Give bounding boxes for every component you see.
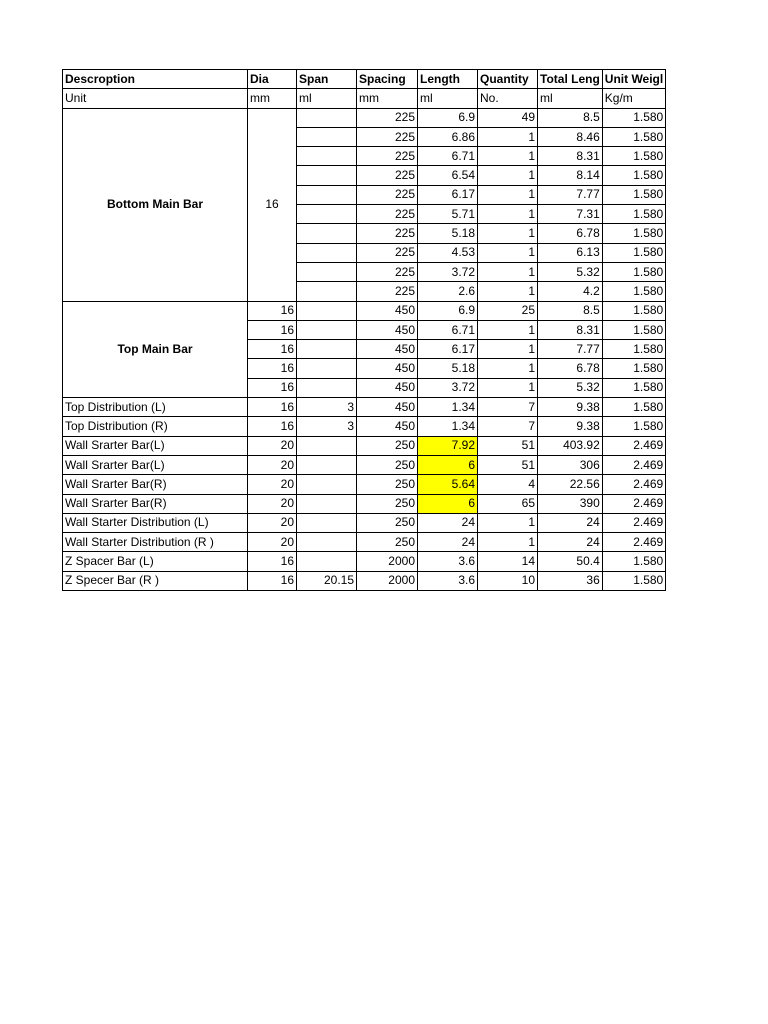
unit-weight-cell[interactable]: 1.580 (602, 320, 665, 339)
total-length-cell[interactable]: 306 (538, 455, 603, 474)
description-cell[interactable]: Top Distribution (L) (63, 398, 248, 417)
dia-cell[interactable]: 16 (248, 571, 297, 590)
span-cell[interactable] (297, 340, 357, 359)
spacing-cell[interactable]: 450 (357, 301, 418, 320)
quantity-cell[interactable]: 7 (478, 398, 538, 417)
total-length-cell[interactable]: 8.5 (538, 108, 603, 127)
spacing-cell[interactable]: 225 (357, 185, 418, 204)
span-cell[interactable] (297, 359, 357, 378)
header-dia[interactable]: Dia (248, 70, 297, 89)
quantity-cell[interactable]: 1 (478, 224, 538, 243)
unit-weight-cell[interactable]: 1.580 (602, 359, 665, 378)
dia-cell[interactable]: 20 (248, 494, 297, 513)
span-cell[interactable] (297, 243, 357, 262)
span-cell[interactable] (297, 282, 357, 301)
unit-weight-cell[interactable]: 1.580 (602, 398, 665, 417)
unit-weight-cell[interactable]: 2.469 (602, 513, 665, 532)
unit-weight-cell[interactable]: 1.580 (602, 417, 665, 436)
dia-cell[interactable]: 16 (248, 340, 297, 359)
total-length-cell[interactable]: 6.78 (538, 359, 603, 378)
total-length-cell[interactable]: 6.13 (538, 243, 603, 262)
length-cell[interactable]: 2.6 (418, 282, 478, 301)
quantity-cell[interactable]: 1 (478, 340, 538, 359)
length-cell[interactable]: 6.71 (418, 320, 478, 339)
dia-cell[interactable]: 16 (248, 301, 297, 320)
bottom-main-bar-label[interactable]: Bottom Main Bar (63, 108, 248, 301)
quantity-cell[interactable]: 25 (478, 301, 538, 320)
length-cell[interactable]: 1.34 (418, 417, 478, 436)
spacing-cell[interactable]: 225 (357, 282, 418, 301)
unit-weight-cell[interactable]: 1.580 (602, 552, 665, 571)
length-cell[interactable]: 6 (418, 494, 478, 513)
unit-weight-cell[interactable]: 2.469 (602, 455, 665, 474)
description-cell[interactable]: Z Specer Bar (R ) (63, 571, 248, 590)
length-cell[interactable]: 3.6 (418, 552, 478, 571)
unit-weight-cell[interactable]: 1.580 (602, 282, 665, 301)
quantity-cell[interactable]: 51 (478, 436, 538, 455)
total-length-cell[interactable]: 50.4 (538, 552, 603, 571)
header-total-length[interactable]: Total Leng (538, 70, 603, 89)
spacing-cell[interactable]: 450 (357, 398, 418, 417)
span-cell[interactable] (297, 166, 357, 185)
unit-quantity[interactable]: No. (478, 89, 538, 108)
unit-weight-cell[interactable]: 1.580 (602, 571, 665, 590)
spacing-cell[interactable]: 225 (357, 166, 418, 185)
spacing-cell[interactable]: 225 (357, 262, 418, 281)
span-cell[interactable] (297, 513, 357, 532)
length-cell[interactable]: 5.18 (418, 359, 478, 378)
unit-unit-weight[interactable]: Kg/m (602, 89, 665, 108)
length-cell[interactable]: 6.9 (418, 301, 478, 320)
length-cell[interactable]: 24 (418, 513, 478, 532)
dia-cell[interactable]: 16 (248, 552, 297, 571)
unit-weight-cell[interactable]: 1.580 (602, 166, 665, 185)
header-description[interactable]: Descroption (63, 70, 248, 89)
spacing-cell[interactable]: 225 (357, 147, 418, 166)
length-cell[interactable]: 5.64 (418, 475, 478, 494)
total-length-cell[interactable]: 8.14 (538, 166, 603, 185)
dia-cell[interactable]: 20 (248, 436, 297, 455)
top-main-bar-label[interactable]: Top Main Bar (63, 301, 248, 397)
span-cell[interactable] (297, 455, 357, 474)
total-length-cell[interactable]: 9.38 (538, 398, 603, 417)
dia-cell[interactable]: 20 (248, 475, 297, 494)
span-cell[interactable] (297, 262, 357, 281)
total-length-cell[interactable]: 24 (538, 533, 603, 552)
total-length-cell[interactable]: 403.92 (538, 436, 603, 455)
quantity-cell[interactable]: 1 (478, 185, 538, 204)
span-cell[interactable] (297, 552, 357, 571)
quantity-cell[interactable]: 1 (478, 262, 538, 281)
total-length-cell[interactable]: 5.32 (538, 262, 603, 281)
length-cell[interactable]: 3.6 (418, 571, 478, 590)
quantity-cell[interactable]: 7 (478, 417, 538, 436)
description-cell[interactable]: Wall Srarter Bar(L) (63, 436, 248, 455)
unit-dia[interactable]: mm (248, 89, 297, 108)
span-cell[interactable] (297, 127, 357, 146)
length-cell[interactable]: 6 (418, 455, 478, 474)
length-cell[interactable]: 3.72 (418, 378, 478, 397)
total-length-cell[interactable]: 390 (538, 494, 603, 513)
dia-cell[interactable]: 16 (248, 320, 297, 339)
span-cell[interactable] (297, 147, 357, 166)
total-length-cell[interactable]: 7.77 (538, 340, 603, 359)
unit-weight-cell[interactable]: 2.469 (602, 494, 665, 513)
description-cell[interactable]: Wall Srarter Bar(L) (63, 455, 248, 474)
table-row (63, 398, 666, 417)
table-row (63, 417, 666, 436)
unit-weight-cell[interactable]: 1.580 (602, 301, 665, 320)
unit-weight-cell[interactable]: 1.580 (602, 340, 665, 359)
table-row (63, 301, 666, 320)
quantity-cell[interactable]: 51 (478, 455, 538, 474)
length-cell[interactable]: 6.17 (418, 340, 478, 359)
quantity-cell[interactable]: 1 (478, 359, 538, 378)
description-cell[interactable]: Wall Srarter Bar(R) (63, 494, 248, 513)
length-cell[interactable]: 6.9 (418, 108, 478, 127)
length-cell[interactable]: 6.71 (418, 147, 478, 166)
quantity-cell[interactable]: 65 (478, 494, 538, 513)
unit-weight-cell[interactable]: 1.580 (602, 185, 665, 204)
table-body (63, 70, 666, 591)
spacing-cell[interactable]: 2000 (357, 552, 418, 571)
description-cell[interactable]: Wall Srarter Bar(R) (63, 475, 248, 494)
table-row (63, 455, 666, 474)
description-cell[interactable]: Z Spacer Bar (L) (63, 552, 248, 571)
quantity-cell[interactable]: 1 (478, 166, 538, 185)
unit-weight-cell[interactable]: 2.469 (602, 475, 665, 494)
spacing-cell[interactable]: 250 (357, 533, 418, 552)
total-length-cell[interactable]: 4.2 (538, 282, 603, 301)
total-length-cell[interactable]: 9.38 (538, 417, 603, 436)
total-length-cell[interactable]: 5.32 (538, 378, 603, 397)
header-spacing[interactable]: Spacing (357, 70, 418, 89)
description-cell[interactable]: Wall Starter Distribution (L) (63, 513, 248, 532)
dia-cell[interactable]: 20 (248, 455, 297, 474)
span-cell[interactable] (297, 301, 357, 320)
total-length-cell[interactable]: 36 (538, 571, 603, 590)
table-row (63, 571, 666, 590)
span-cell[interactable] (297, 475, 357, 494)
span-cell[interactable]: 3 (297, 417, 357, 436)
span-cell[interactable] (297, 224, 357, 243)
dia-cell[interactable]: 16 (248, 359, 297, 378)
bar-schedule-table (62, 69, 666, 591)
unit-weight-cell[interactable]: 1.580 (602, 378, 665, 397)
quantity-cell[interactable]: 1 (478, 320, 538, 339)
header-unit-weight[interactable]: Unit Weigl (602, 70, 665, 89)
length-cell[interactable]: 6.54 (418, 166, 478, 185)
spacing-cell[interactable]: 250 (357, 494, 418, 513)
unit-weight-cell[interactable]: 1.580 (602, 224, 665, 243)
table-row (63, 436, 666, 455)
total-length-cell[interactable]: 8.46 (538, 127, 603, 146)
span-cell[interactable] (297, 185, 357, 204)
quantity-cell[interactable]: 10 (478, 571, 538, 590)
quantity-cell[interactable]: 1 (478, 513, 538, 532)
quantity-cell[interactable]: 4 (478, 475, 538, 494)
dia-cell[interactable]: 16 (248, 378, 297, 397)
length-cell[interactable]: 5.71 (418, 205, 478, 224)
table-row (63, 533, 666, 552)
quantity-cell[interactable]: 1 (478, 127, 538, 146)
unit-weight-cell[interactable]: 1.580 (602, 147, 665, 166)
spacing-cell[interactable]: 2000 (357, 571, 418, 590)
unit-weight-cell[interactable]: 1.580 (602, 243, 665, 262)
header-length[interactable]: Length (418, 70, 478, 89)
header-span[interactable]: Span (297, 70, 357, 89)
unit-weight-cell[interactable]: 2.469 (602, 533, 665, 552)
total-length-cell[interactable]: 24 (538, 513, 603, 532)
quantity-cell[interactable]: 1 (478, 282, 538, 301)
total-length-cell[interactable]: 7.77 (538, 185, 603, 204)
quantity-cell[interactable]: 1 (478, 243, 538, 262)
spacing-cell[interactable]: 225 (357, 108, 418, 127)
spacing-cell[interactable]: 225 (357, 243, 418, 262)
quantity-cell[interactable]: 1 (478, 147, 538, 166)
span-cell[interactable] (297, 205, 357, 224)
spacing-cell[interactable]: 450 (357, 320, 418, 339)
dia-cell[interactable]: 16 (248, 417, 297, 436)
unit-total-length[interactable]: ml (538, 89, 603, 108)
table-row (63, 552, 666, 571)
table-row (63, 475, 666, 494)
length-cell[interactable]: 4.53 (418, 243, 478, 262)
spacing-cell[interactable]: 450 (357, 417, 418, 436)
total-length-cell[interactable]: 8.31 (538, 320, 603, 339)
spacing-cell[interactable]: 225 (357, 205, 418, 224)
length-cell[interactable]: 7.92 (418, 436, 478, 455)
span-cell[interactable]: 3 (297, 398, 357, 417)
spacing-cell[interactable]: 450 (357, 378, 418, 397)
spacing-cell[interactable]: 250 (357, 475, 418, 494)
dia-cell[interactable]: 16 (248, 398, 297, 417)
dia-cell[interactable]: 20 (248, 533, 297, 552)
unit-weight-cell[interactable]: 1.580 (602, 127, 665, 146)
length-cell[interactable]: 3.72 (418, 262, 478, 281)
spacing-cell[interactable]: 450 (357, 359, 418, 378)
quantity-cell[interactable]: 14 (478, 552, 538, 571)
unit-label[interactable]: Unit (63, 89, 248, 108)
header-quantity[interactable]: Quantity (478, 70, 538, 89)
total-length-cell[interactable]: 7.31 (538, 205, 603, 224)
unit-row (63, 89, 666, 108)
length-cell[interactable]: 5.18 (418, 224, 478, 243)
spacing-cell[interactable]: 250 (357, 436, 418, 455)
length-cell[interactable]: 1.34 (418, 398, 478, 417)
span-cell[interactable] (297, 533, 357, 552)
unit-span[interactable]: ml (297, 89, 357, 108)
quantity-cell[interactable]: 1 (478, 533, 538, 552)
table-row (63, 494, 666, 513)
table-row (63, 108, 666, 127)
dia-cell[interactable]: 20 (248, 513, 297, 532)
span-cell[interactable] (297, 378, 357, 397)
header-row (63, 70, 666, 89)
spacing-cell[interactable]: 225 (357, 224, 418, 243)
unit-spacing[interactable]: mm (357, 89, 418, 108)
total-length-cell[interactable]: 8.5 (538, 301, 603, 320)
total-length-cell[interactable]: 6.78 (538, 224, 603, 243)
spacing-cell[interactable]: 450 (357, 340, 418, 359)
quantity-cell[interactable]: 49 (478, 108, 538, 127)
span-cell[interactable] (297, 320, 357, 339)
unit-weight-cell[interactable]: 1.580 (602, 108, 665, 127)
span-cell[interactable] (297, 108, 357, 127)
unit-weight-cell[interactable]: 1.580 (602, 262, 665, 281)
spacing-cell[interactable]: 225 (357, 127, 418, 146)
length-cell[interactable]: 6.17 (418, 185, 478, 204)
description-cell[interactable]: Wall Starter Distribution (R ) (63, 533, 248, 552)
span-cell[interactable]: 20.15 (297, 571, 357, 590)
span-cell[interactable] (297, 494, 357, 513)
total-length-cell[interactable]: 8.31 (538, 147, 603, 166)
table-row (63, 513, 666, 532)
spacing-cell[interactable]: 250 (357, 513, 418, 532)
spacing-cell[interactable]: 250 (357, 455, 418, 474)
quantity-cell[interactable]: 1 (478, 378, 538, 397)
total-length-cell[interactable]: 22.56 (538, 475, 603, 494)
quantity-cell[interactable]: 1 (478, 205, 538, 224)
unit-weight-cell[interactable]: 1.580 (602, 205, 665, 224)
length-cell[interactable]: 6.86 (418, 127, 478, 146)
length-cell[interactable]: 24 (418, 533, 478, 552)
span-cell[interactable] (297, 436, 357, 455)
unit-length[interactable]: ml (418, 89, 478, 108)
bottom-main-bar-dia[interactable]: 16 (248, 108, 297, 301)
unit-weight-cell[interactable]: 2.469 (602, 436, 665, 455)
description-cell[interactable]: Top Distribution (R) (63, 417, 248, 436)
